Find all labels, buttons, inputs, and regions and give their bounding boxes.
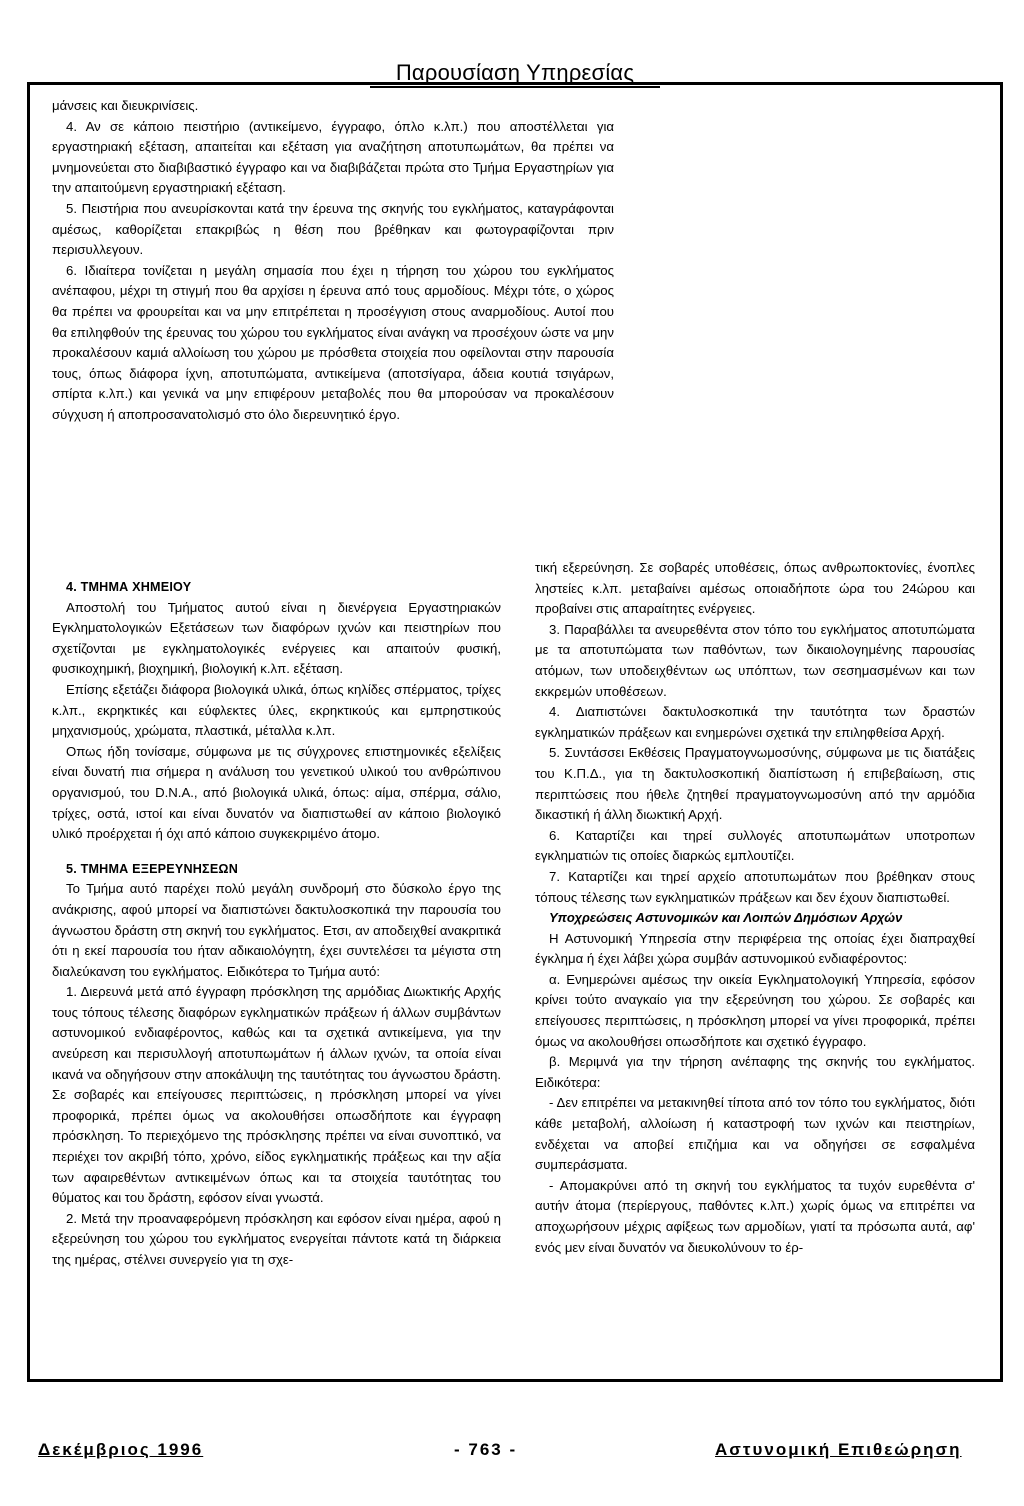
paragraph: Το Τμήμα αυτό παρέχει πολύ μεγάλη συνδρομή στο δύσκολο έργο της ανάκρισης, αφού μπορεί να διαπιστώνει δακτυλοσκοπικά την παρουσία του άγνωστου δράστη στη σκηνή του εγκλήματος. Ετσι, αν αποδειχθεί ανακριτικά ότι η εκεί παρουσία του ήταν αδικαιολόγητη, έχει συντελέσει τα μέγιστα στη διαλεύκανση του εγκλήματος. Ειδικότερα το Τμήμα αυτό: [52, 881, 501, 979]
page-header-title: Παρουσίαση Υπηρεσίας [395, 60, 635, 85]
paragraph: 4. Αν σε κάποιο πειστήριο (αντικείμενο, έγγραφο, όπλο κ.λπ.) που αποστέλλεται για εργαστηριακή εξέταση, απαιτείται και εξέταση για αναζήτηση αποτυπωμάτων, θα πρέπει να μνημονεύεται στο διαβιβαστικό έγγραφο και να διαβιβάζεται πρώτα στο Τμήμα Εργαστηρίων για την απαιτούμενη εργαστηριακή εξέταση. [52, 118, 614, 196]
paragraph: 5. Πειστήρια που ανευρίσκονται κατά την έρευνα της σκηνής του εγκλήματος, καταγράφονται αμέσως, καθορίζεται επακριβώς η θέση που βρέθηκαν και φωτογραφίζονται πριν περισυλλεγουν. [52, 200, 614, 258]
left-top-column [52, 96, 614, 426]
paragraph: 2. Μετά την προαναφερόμενη πρόσκληση και εφόσον είναι ημέρα, αφού η εξερεύνηση του χώρου του εγκλήματος ενεργείται πάντοτε κατά τη διάρκεια της ημέρας, στέλνει συνεργείο για τη σχε- [52, 1210, 501, 1267]
paragraph: - Δεν επιτρέπει να μετακινηθεί τίποτα από τον τόπο του εγκλήματος, διότι κάθε μεταβολή, αλλοίωση ή καταστροφή των ιχνών και πειστηρίων, ενδέχεται να αποβεί επιζήμια και να οδηγήσει σε εσφαλμένα συμπεράσματα. [535, 1095, 975, 1173]
paragraph: 6. Ιδιαίτερα τονίζεται η μεγάλη σημασία που έχει η τήρηση του χώρου του εγκλήματος ανέπαφου, μέχρι τη στιγμή που θα αρχίσει η έρευνα από τους αρμοδίους. Μέχρι τότε, ο χώρος θα πρέπει να φρουρείται και να μην επιτρέπεται η προσέγγιση στους αναρμοδίους. Αυτοί που θα επιληφθούν της έρευνας του χώρου του εγκλήματος είναι ανάγκη να προσέχουν ώστε να μην προκαλέσουν καμιά αλλοίωση του χώρου με πρόσθετα στοιχεία που οφείλονται στην παρουσία τους, όπως διάφορα ίχνη, αποτυπώματα, αντικείμενα (αποτσίγαρα, άδεια κουτιά τσιγάρων, σπίρτα κ.λπ.) και γενικά να μην επιφέρουν μεταβολές που θα μπορούσαν να προκαλέσουν σύγχυση ή αποπροσανατολισμό στο όλο διερευνητικό έργο. [52, 262, 614, 422]
list-item: 7. Καταρτίζει και τηρεί αρχείο αποτυπωμάτων που βρέθηκαν στους τόπους τέλεσης των εγκληματικών πράξεων και δεν έχουν διαπιστωθεί. [535, 868, 975, 905]
paragraph: μάνσεις και διευκρινίσεις. [52, 98, 199, 113]
paragraph: Αποστολή του Τμήματος αυτού είναι η διενέργεια Εργαστηριακών Εγκληματολογικών Εξετάσεων των διαφόρων ιχνών και πειστηρίων που σχετίζονται με εγκληματολογικές ενέργειες και απαιτούν φυσική, φυσικοχημική, βιοχημική, βιολογική κ.λπ. εξέταση. [52, 599, 501, 677]
page-number: - 763 - [454, 1440, 518, 1459]
paragraph: 1. Διερευνά μετά από έγγραφη πρόσκληση της αρμόδιας Διωκτικής Αρχής τους τόπους τέλεσης διαφόρων εγκληματικών πράξεων ή άλλων συμβάντων αστυνομικού ενδιαφέροντος, καθώς και τα σχετικά αντικείμενα, για την ανεύρεση και περισυλλογή αποτυπωμάτων ή άλλων ιχνών, τα οποία είναι ικανά να οδηγήσουν στην αποκάλυψη της ταυτότητας του άγνωστου δράστη. Σε σοβαρές και επείγουσες περιπτώσεις, η πρόσκληση μπορεί να γίνει προφορικά, πρέπει όμως να ακολουθήσει οπωσδήποτε και έγγραφη πρόσκληση. Το περιεχόμενο της πρόσκλησης πρέπει να είναι συνοπτικό, να περιέχει τον ακριβή τόπο, χρόνο, είδος εγκληματικής πράξεως και την αξία των αφαιρεθέντων αντικειμένων όπως και τα στοιχεία ταυτότητας του θύματος και του δράστη, εφόσον είναι γνωστά. [52, 984, 501, 1206]
section-heading-explorations: 5. ΤΜΗΜΑ ΕΞΕΡΕΥΝΗΣΕΩΝ [66, 861, 239, 876]
paragraph: β. Μεριμνά για την τήρηση ανέπαφης της σκηνής του εγκλήματος. Ειδικότερα: [535, 1054, 975, 1090]
paragraph: - Απομακρύνει από τη σκηνή του εγκλήματος τα τυχόν ευρεθέντα σ' αυτήν άτομα (περίεργους, παθόντες κ.λπ.) χωρίς όμως να επιτρέπει να αποχωρήσουν μέχρις αφίξεως των αρμοδίων, γιατί τα πρόσωπα αυτά, αφ' ενός μεν είναι δυνατόν να διευκολύνουν το έρ- [535, 1177, 975, 1255]
list-item: 4. Διαπιστώνει δακτυλοσκοπικά την ταυτότητα των δραστών εγκληματικών πράξεων και ενημερώνει σχετικά την επιληφθείσα Αρχή. [535, 704, 975, 740]
list-item: 3. Παραβάλλει τα ανευρεθέντα στον τόπο του εγκλήματος αποτυπώματα με τα αποτυπώματα των παθόντων, των δικαιολογημένης παρουσίας ατόμων, των υποδειχθέντων ως υπόπτων, των σεσημασμένων και των εκκρεμών υποθέσεων. [535, 621, 975, 699]
paragraph: Η Αστυνομική Υπηρεσία στην περιφέρεια της οποίας έχει διαπραχθεί έγκλημα ή έχει λάβει χώρα συμβάν αστυνομικού ενδιαφέροντος: [535, 930, 975, 967]
footer-date: Δεκέμβριος 1996 [38, 1440, 204, 1459]
left-bottom-column [52, 563, 501, 1271]
list-item: 6. Καταρτίζει και τηρεί συλλογές αποτυπωμάτων υποτροπων εγκληματιών τις οποίες διαρκώς εμπλουτίζει. [535, 827, 975, 864]
paragraph: Οπως ήδη τονίσαμε, σύμφωνα με τις σύγχρονες επιστημονικές εξελίξεις είναι δυνατή πια σήμερα η ανάλυση του γενετικού υλικού του ανθρώπινου οργανισμού, του D.N.A., από βιολογικά υλικά, όπως: αίμα, σπέρμα, σάλιο, τρίχες, οστά, ιστοί και είναι δυνατόν να διαπιστωθεί αν κάποιο βιολογικό υλικό προέρχεται ή όχι από κάποιο συγκεκριμένο άτομο. [52, 743, 501, 842]
right-column [535, 558, 975, 1258]
paragraph: α. Ενημερώνει αμέσως την οικεία Εγκληματολογική Υπηρεσία, εφόσον κρίνει τούτο αναγκαίο για την εξερεύνηση του χώρου. Σε σοβαρές και επείγουσες περιπτώσεις, η πρόσκληση μπορεί να γίνει προφορικά, πρέπει όμως να ακολουθήσει οπωσδήποτε και σχετικό έγγραφο. [535, 971, 975, 1049]
footer-publication: Αστυνομική Επιθεώρηση [715, 1440, 962, 1459]
paragraph: τική εξερεύνηση. Σε σοβαρές υποθέσεις, όπως ανθρωποκτονίες, ένοπλες ληστείες κ.λπ. μεταβαίνει αμέσως οποιαδήποτε ώρα του 24ώρου και προβαίνει στις απαραίτητες ενέργειες. [535, 560, 975, 617]
paragraph: Επίσης εξετάζει διάφορα βιολογικά υλικά, όπως κηλίδες σπέρματος, τρίχες κ.λπ., εκρηκτικές και εύφλεκτες ύλες, εκρηκτικούς και εμπρηστικούς μηχανισμούς, χρώματα, πλαστικά, μέταλλα κ.λπ. [52, 681, 501, 739]
subsection-heading: Υποχρεώσεις Αστυνομικών και Λοιπών Δημόσιων Αρχών [549, 910, 903, 926]
list-item: 5. Συντάσσει Εκθέσεις Πραγματογνωμοσύνης, σύμφωνα με τις διατάξεις του Κ.Π.Δ., για τη δακτυλοσκοπική διαπίστωση ή επιβεβαίωση, στις περιπτώσεις που ήθελε ζητηθεί πραγματογνωμοσύνη από την αρμόδια δικαστική ή άλλη διωκτική Αρχή. [535, 745, 975, 823]
section-heading-chemistry: 4. ΤΜΗΜΑ ΧΗΜΕΙΟΥ [66, 580, 192, 594]
